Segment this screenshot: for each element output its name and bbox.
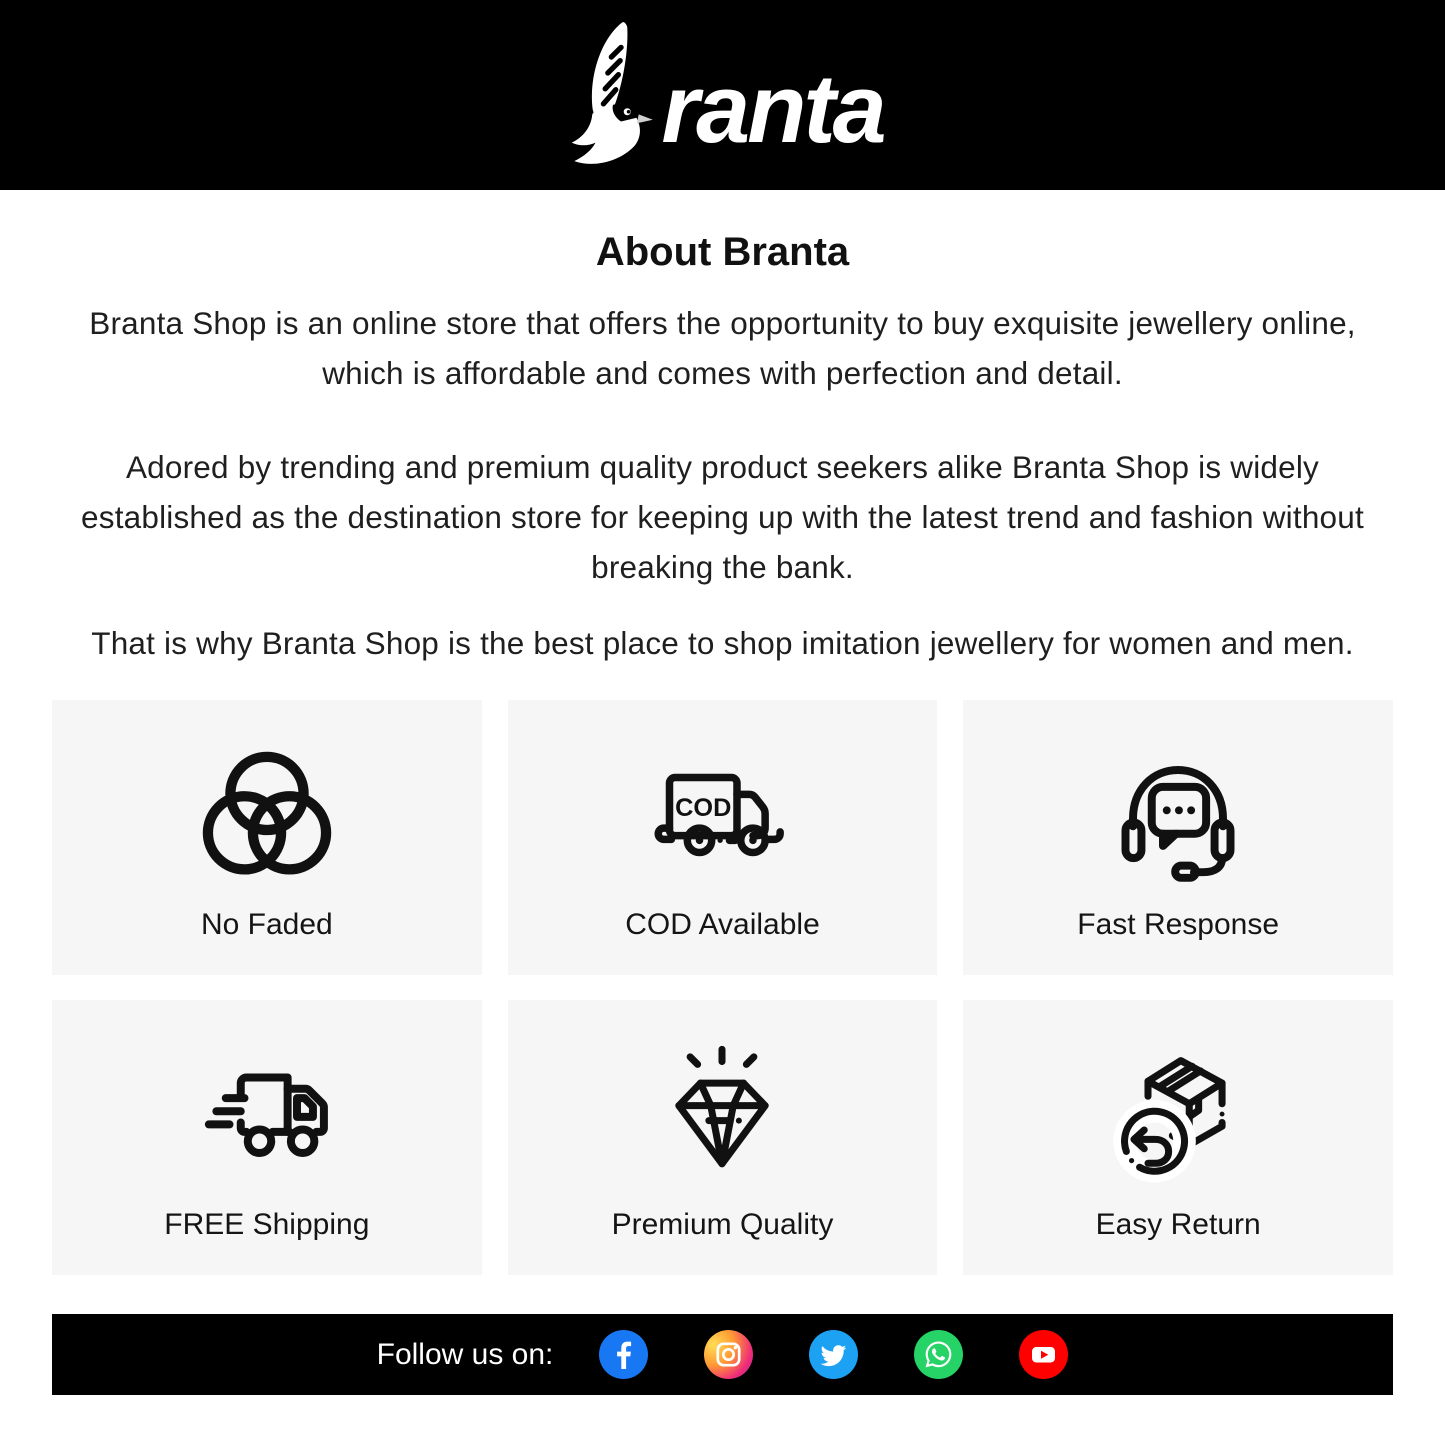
return-box-icon [1103,1040,1253,1190]
feature-card-easy-return [963,1000,1393,1275]
header [0,0,1445,190]
shipping-truck-icon [192,1040,342,1190]
feature-card-fast-response [963,700,1393,975]
follow-label: Follow us on: [376,1337,554,1371]
cod-truck-icon [647,740,797,890]
whatsapp-link[interactable] [914,1330,963,1379]
footer [52,1314,1393,1395]
feature-label: Easy Return [1095,1208,1261,1241]
bird-icon [561,20,667,170]
feature-card-no-faded [52,700,482,975]
youtube-icon [1019,1330,1068,1379]
feature-label: Premium Quality [611,1208,834,1241]
feature-label: FREE Shipping [164,1208,370,1241]
facebook-link[interactable] [599,1330,648,1379]
cod-truck-label: COD [675,793,732,822]
youtube-link[interactable] [1019,1330,1068,1379]
whatsapp-icon [914,1330,963,1379]
feature-card-premium-quality [508,1000,938,1275]
twitter-icon [809,1330,858,1379]
feature-label: COD Available [625,908,820,941]
about-paragraph-1: Branta Shop is an online store that offers the opportunity to buy exquisite jewellery online, which is affordable and comes with perfection and detail. [89,305,1356,391]
headset-chat-icon [1103,740,1253,890]
features-grid [52,700,1393,1275]
diamond-icon [647,1040,797,1190]
about-paragraph-2: Adored by trending and premium quality product seekers alike Branta Shop is widely established as the destination store for keeping up with the latest trend and fashion without breaking the bank. [81,449,1364,585]
about-section [0,226,1445,1275]
twitter-link[interactable] [809,1330,858,1379]
feature-card-cod-available [508,700,938,975]
brand-logo [561,20,883,170]
no-faded-circles-icon [192,740,342,890]
brand-logo-text: ranta [661,53,884,163]
instagram-link[interactable] [704,1330,753,1379]
facebook-icon [599,1330,648,1379]
feature-card-free-shipping [52,1000,482,1275]
page-title: About Branta [595,230,850,274]
instagram-icon [704,1330,753,1379]
about-paragraph-3: That is why Branta Shop is the best place to shop imitation jewellery for women and men. [91,625,1354,661]
social-links [599,1330,1068,1379]
feature-label: Fast Response [1077,908,1280,941]
feature-label: No Faded [200,908,333,941]
